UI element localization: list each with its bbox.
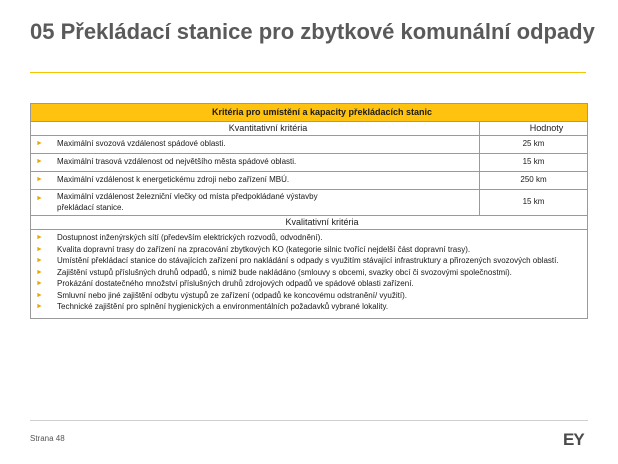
- bullet-icon: ►: [36, 158, 43, 166]
- ey-logo: EY: [563, 430, 584, 449]
- criterion-label: Maximální vzdálenost železniční vlečky od místa předpokládané výstavby překládací stanice.: [57, 192, 318, 212]
- title-underline: [30, 72, 586, 73]
- criteria-table: [30, 103, 588, 319]
- bullet-icon: ►: [36, 303, 43, 310]
- qual-list: [31, 230, 588, 319]
- table-row: [31, 136, 588, 154]
- slide-title: 05 Překládací stanice pro zbytkové komunální odpady: [30, 19, 595, 44]
- table-row: [31, 154, 588, 172]
- list-item: ► Dostupnost inženýrských sítí (především elektrických rozvodů, odvodnění).: [36, 233, 323, 242]
- qual-header: Kvalitativní kritéria: [31, 216, 588, 230]
- criterion-value: 15 km: [480, 190, 588, 216]
- bullet-icon: ►: [36, 268, 43, 276]
- table-header: Kritéria pro umístění a kapacity překládacích stanic: [31, 104, 588, 122]
- list-item: ► Umístění překládací stanice do stávajících zařízení pro nakládání s odpady s využitím stávající infrastruktury a přirozených svozových oblastí.: [36, 256, 559, 265]
- bullet-icon: ►: [36, 195, 43, 202]
- values-header: Hodnoty: [480, 122, 588, 136]
- criterion-value: 25 km: [480, 136, 588, 154]
- bullet-icon: ►: [36, 245, 43, 253]
- quant-header: Kvantitativní kritéria: [31, 122, 480, 136]
- list-item: ► Kvalita dopravní trasy do zařízení na zpracování zbytkových KO (kategorie silnic tvořící nejdelší část dopravní trasy).: [36, 244, 471, 254]
- list-item: ► Smluvní nebo jiné zajištění odbytu výstupů ze zařízení (odpadů ke koncovému odstranění/ využití).: [36, 290, 407, 300]
- bullet-icon: ►: [36, 234, 43, 241]
- list-item: ► Prokázání dostatečného množství příslušných druhů zdrojových odpadů ve spádové oblasti zařízení.: [36, 279, 414, 288]
- bullet-icon: ►: [36, 257, 43, 264]
- table-row: [31, 190, 588, 216]
- list-item: ► Zajištění vstupů příslušných druhů odpadů, s nimiž bude nakládáno (smlouvy s obcemi, svazky obcí či svozovými společnostmi).: [36, 267, 512, 277]
- footer-divider: [30, 420, 588, 421]
- criterion-value: 15 km: [480, 154, 588, 172]
- bullet-icon: ►: [36, 140, 43, 148]
- criterion-label: Maximální vzdálenost k energetickému zdroji nebo zařízení MBÚ.: [57, 175, 290, 185]
- criterion-label: Maximální svozová vzdálenost spádové oblasti.: [57, 139, 226, 149]
- bullet-icon: ►: [36, 280, 43, 287]
- criterion-label: Maximální trasová vzdálenost od největšího města spádové oblasti.: [57, 157, 297, 167]
- bullet-icon: ►: [36, 176, 43, 184]
- bullet-icon: ►: [36, 291, 43, 299]
- list-item: ► Technické zajištění pro splnění hygienických a environmentálních požadavků vybrané lokality.: [36, 302, 389, 311]
- table-row: [31, 172, 588, 190]
- criterion-value: 250 km: [480, 172, 588, 190]
- page-number: Strana 48: [30, 434, 65, 443]
